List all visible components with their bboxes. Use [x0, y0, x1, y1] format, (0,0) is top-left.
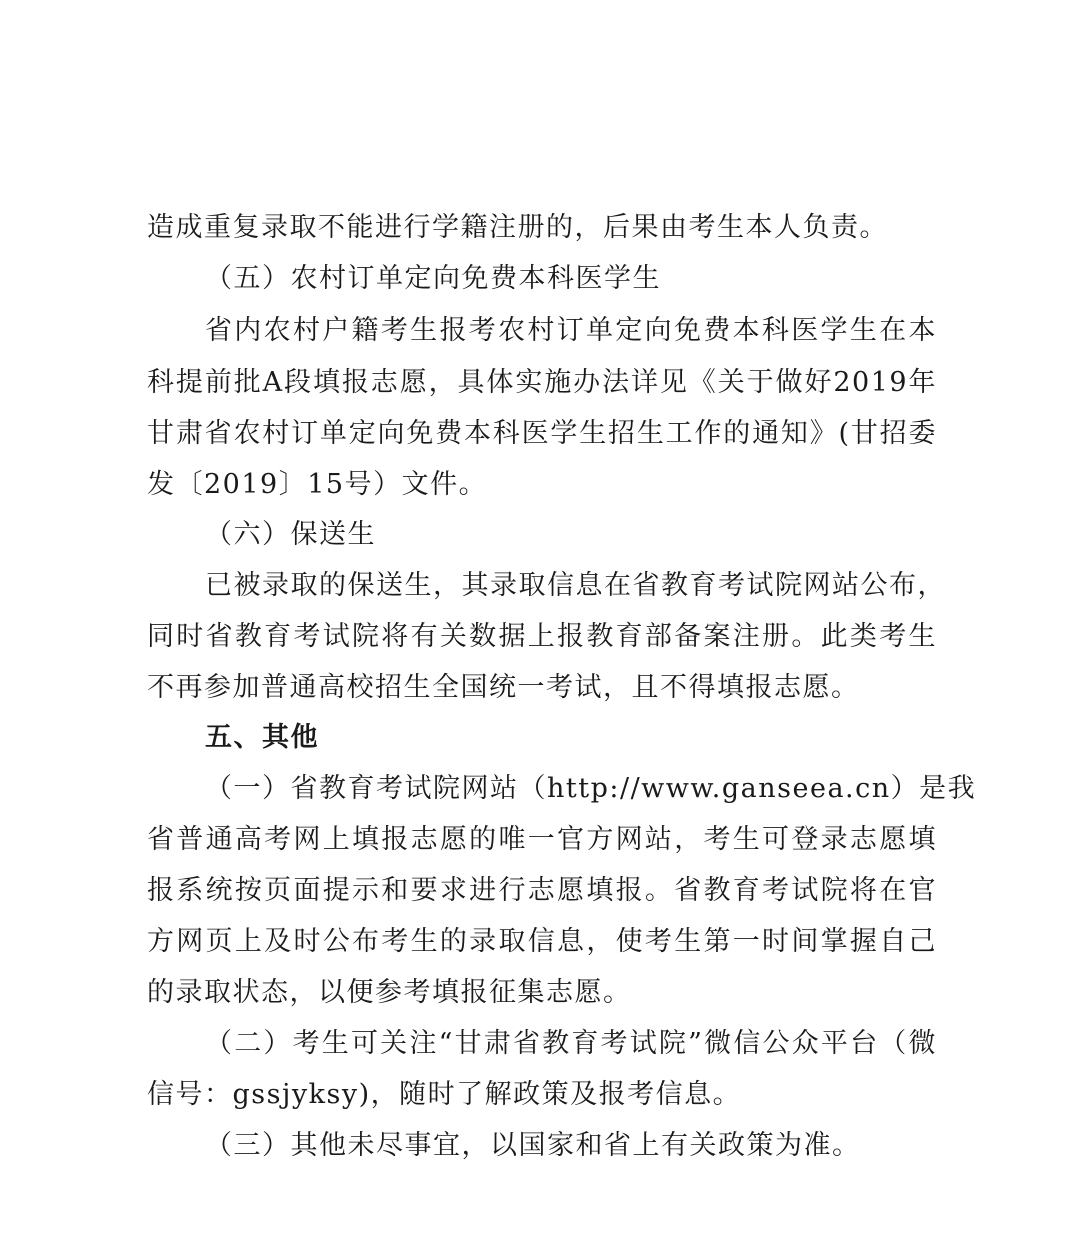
paragraph-line: 省普通高考网上填报志愿的唯一官方网站，考生可登录志愿填: [147, 824, 937, 855]
paragraph-line: 方网页上及时公布考生的录取信息，使考生第一时间掌握自己: [147, 926, 937, 957]
paragraph-line: 发〔2019〕15号）文件。: [147, 469, 488, 500]
paragraph-line: 不再参加普通高校招生全国统一考试，且不得填报志愿。: [147, 672, 860, 703]
chapter-heading-other: 五、其他: [205, 722, 319, 753]
paragraph-line: （三）其他未尽事宜，以国家和省上有关政策为准。: [205, 1130, 861, 1161]
paragraph-line: 甘肃省农村订单定向免费本科医学生招生工作的通知》(甘招委: [147, 418, 937, 449]
paragraph-line: 信号：gssjyksy)，随时了解政策及报考信息。: [147, 1079, 742, 1110]
section-heading-six: （六）保送生: [205, 519, 376, 550]
paragraph-line: 造成重复录取不能进行学籍注册的，后果由考生本人负责。: [147, 212, 888, 243]
paragraph-line: （二）考生可关注“甘肃省教育考试院”微信公众平台（微: [205, 1028, 937, 1059]
paragraph-line: 省内农村户籍考生报考农村订单定向免费本科医学生在本: [205, 315, 937, 346]
paragraph-line: （一）省教育考试院网站（http://www.ganseea.cn）是我: [205, 773, 977, 804]
paragraph-line: 同时省教育考试院将有关数据上报教育部备案注册。此类考生: [147, 621, 937, 652]
paragraph-line: 报系统按页面提示和要求进行志愿填报。省教育考试院将在官: [147, 875, 937, 906]
paragraph-line: 已被录取的保送生，其录取信息在省教育考试院网站公布，: [205, 570, 946, 601]
paragraph-line: 的录取状态，以便参考填报征集志愿。: [147, 977, 632, 1008]
paragraph-line: 科提前批A段填报志愿，具体实施办法详见《关于做好2019年: [147, 367, 937, 398]
section-heading-five: （五）农村订单定向免费本科医学生: [205, 263, 661, 294]
